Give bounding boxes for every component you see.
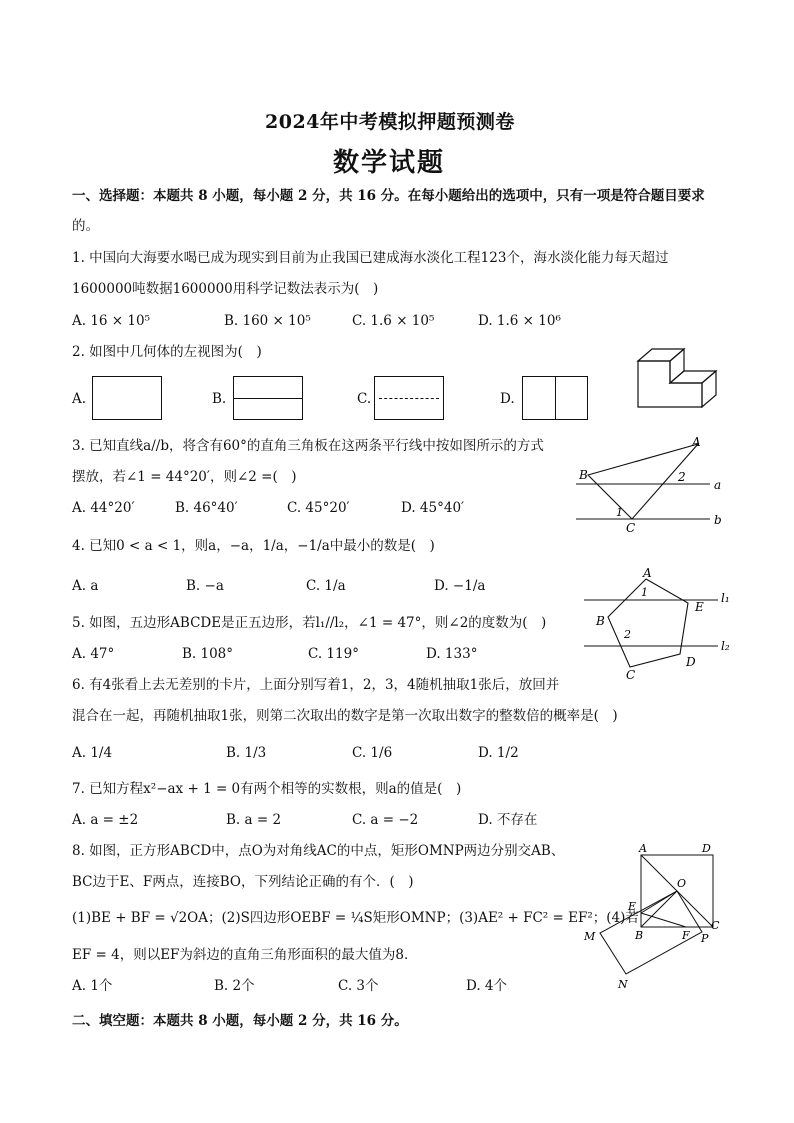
q3-label-a: a: [714, 478, 722, 492]
q3-label-b: b: [714, 513, 722, 527]
q5-option-d: D. 133°: [426, 646, 478, 662]
q1-option-b: B. 160 × 10⁵: [224, 313, 311, 329]
q8-label-F: F: [682, 929, 690, 942]
q5-label-B: B: [596, 614, 605, 628]
q8-option-a: A. 1个: [72, 978, 113, 994]
q3-option-d: D. 45°40′: [401, 500, 465, 516]
q6-option-a: A. 1/4: [72, 745, 113, 761]
q3-option-c: C. 45°20′: [287, 500, 350, 516]
q3-option-a: A. 44°20′: [72, 500, 135, 516]
q8-option-b: B. 2个: [214, 978, 255, 994]
q5-label-2: 2: [624, 628, 631, 641]
q3-label-C: C: [626, 521, 636, 535]
q8-label-N: N: [618, 978, 628, 991]
q8-label-O: O: [677, 877, 687, 890]
q5-label-l2: l₂: [721, 639, 730, 653]
q8-label-E: E: [628, 900, 637, 913]
q8-stem-cont: BC边于E、F两点，连接BO，下列结论正确的有个．( ): [72, 874, 414, 890]
q6-option-d: D. 1/2: [478, 745, 519, 761]
q7-option-a: A. a = ±2: [72, 812, 139, 828]
q2-option-c-figure: [374, 376, 444, 420]
q6-option-c: C. 1/6: [352, 745, 393, 761]
q5-label-E: E: [695, 600, 704, 614]
q4-stem: 4. 已知0 < a < 1，则a，−a，1/a，−1/a中最小的数是( ): [72, 538, 435, 554]
q1-option-c: C. 1.6 × 10⁵: [352, 313, 435, 329]
q3-option-b: B. 46°40′: [175, 500, 238, 516]
q8-label-M: M: [584, 930, 596, 943]
q5-figure: [582, 566, 742, 686]
q8-label-B: B: [635, 929, 644, 942]
q5-label-D: D: [686, 655, 696, 669]
q2-option-d: D.: [500, 391, 515, 407]
q8-option-c: C. 3个: [338, 978, 379, 994]
q5-option-a: A. 47°: [72, 646, 115, 662]
q5-label-C: C: [626, 668, 636, 682]
q2-option-d-figure: [522, 376, 588, 420]
q8-statements: (1)BE + BF = √2OA；(2)S四边形OEBF = ¼S矩形OMNP；(3)AE² + FC² = EF²；(4)若: [72, 910, 639, 926]
q8-stem: 8. 如图，正方形ABCD中，点O为对角线AC的中点，矩形OMNP两边分别交AB、: [72, 843, 565, 859]
q4-option-b: B. −a: [186, 578, 224, 594]
q6-stem-cont: 混合在一起，再随机抽取1张，则第二次取出的数字是第一次取出数字的整数倍的概率是( ): [72, 708, 618, 724]
q8-option-d: D. 4个: [466, 978, 508, 994]
q2-option-a-figure: [92, 376, 162, 420]
q6-option-b: B. 1/3: [226, 745, 267, 761]
q3-label-A: A: [692, 435, 701, 449]
q3-label-1: 1: [616, 506, 623, 519]
q4-option-d: D. −1/a: [434, 578, 486, 594]
q2-solid-figure: [636, 345, 722, 409]
q7-option-d: D. 不存在: [478, 812, 538, 828]
q7-option-c: C. a = −2: [352, 812, 419, 828]
q5-label-A: A: [643, 566, 652, 580]
q5-label-l1: l₁: [721, 591, 730, 605]
q2-option-b-figure: [233, 376, 303, 420]
q8-label-A: A: [639, 842, 647, 855]
q5-option-c: C. 119°: [308, 646, 359, 662]
q8-label-C: C: [711, 919, 720, 932]
q2-stem: 2. 如图中几何体的左视图为( ): [72, 344, 262, 360]
section1-heading: 一、选择题：本题共 8 小题，每小题 2 分，共 16 分。在每小题给出的选项中，只有一项是符合题目要求: [72, 188, 705, 204]
q1-stem-cont: 1600000吨数据1600000用科学记数法表示为( ): [72, 281, 379, 297]
q7-option-b: B. a = 2: [226, 812, 282, 828]
q3-figure: [574, 434, 734, 534]
q1-stem: 1. 中国向大海要水喝已成为现实到目前为止我国已建成海水淡化工程123个，海水淡化能力每天超过: [72, 250, 669, 266]
q4-option-c: C. 1/a: [306, 578, 346, 594]
q1-option-d: D. 1.6 × 10⁶: [478, 313, 561, 329]
q3-stem: 3. 已知直线a//b，将含有60°的直角三角板在这两条平行线中按如图所示的方式: [72, 438, 544, 454]
q3-label-B: B: [579, 468, 588, 482]
q7-stem: 7. 已知方程x²−ax + 1 = 0有两个相等的实数根，则a的值是( ): [72, 781, 462, 797]
q5-option-b: B. 108°: [182, 646, 234, 662]
q3-stem-cont: 摆放，若∠1 = 44°20′，则∠2 =( ): [72, 469, 297, 485]
q8-figure: [578, 840, 738, 990]
q1-option-a: A. 16 × 10⁵: [72, 313, 150, 329]
section2-heading: 二、填空题：本题共 8 小题，每小题 2 分，共 16 分。: [72, 1013, 408, 1029]
subject-title: 数学试题: [333, 148, 446, 178]
q8-statements-cont: EF = 4，则以EF为斜边的直角三角形面积的最大值为8．: [72, 947, 418, 963]
q8-label-D: D: [702, 842, 711, 855]
q8-label-P: P: [701, 932, 709, 945]
q6-stem: 6. 有4张看上去无差别的卡片，上面分别写着1，2，3，4随机抽取1张后，放回并: [72, 677, 560, 693]
q5-stem: 5. 如图，五边形ABCDE是正五边形，若l₁//l₂，∠1 = 47°，则∠2的度数为( ): [72, 615, 547, 631]
q3-label-2: 2: [678, 470, 686, 484]
exam-title: 2024年中考模拟押题预测卷: [265, 111, 515, 133]
q2-option-a: A.: [72, 391, 87, 407]
q5-label-1: 1: [641, 586, 648, 599]
q2-option-c: C.: [357, 391, 372, 407]
section1-heading-cont: 的。: [72, 218, 99, 234]
q2-option-b: B.: [212, 391, 227, 407]
q4-option-a: A. a: [72, 578, 99, 594]
